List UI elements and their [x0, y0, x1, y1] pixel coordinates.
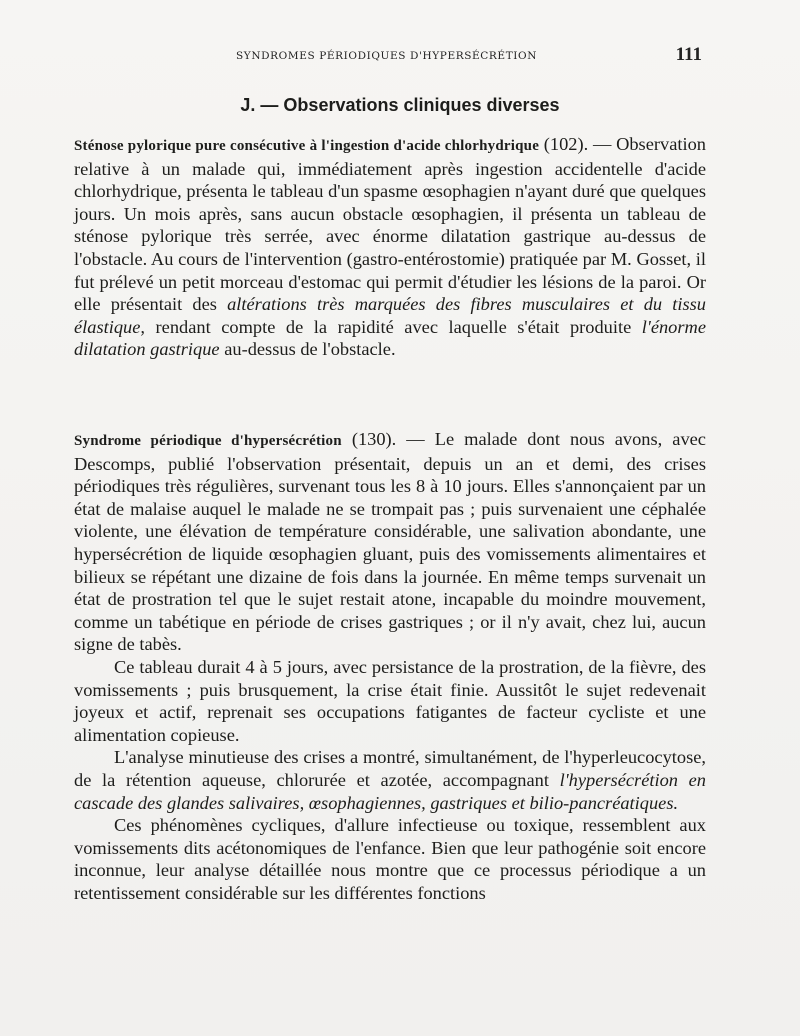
- observation-stenose-paragraph: [74, 133, 706, 361]
- observation-syndrome-paragraph-3: [74, 746, 706, 814]
- observation-stenose: [74, 133, 706, 361]
- observation-syndrome-italic-3: l'hypersécrétion en cascade des glandes salivaires, œsophagiennes, gastriques et bilio-pancréatiques.: [74, 769, 706, 813]
- observation-stenose-italic-a: altérations très marquées des fibres musculaires et du tissu élastique,: [74, 294, 706, 337]
- observation-stenose-text-a: — Observation relative à un malade qui, immédiatement après ingestion accidentelle d'acide chlorhydrique, présenta le tableau d'un spasme œsophagien n'ayant duré que quelques jours. Un mois après, sans aucun obstacle œsophagien, il présenta un tableau de sténose pylorique très serrée, avec énorme dilatation gastrique au-dessus de l'obstacle. Au cours de l'intervention (gastro-entérostomie) pratiquée par M. Gosset, il fut prélevé un petit morceau d'estomac qui permit d'étudier les lésions de la paroi. Or elle présentait des: [74, 134, 706, 315]
- section-heading: J. — Observations cliniques diverses: [240, 95, 560, 115]
- observation-stenose-text-c: au-dessus de l'obstacle.: [224, 339, 396, 360]
- observation-stenose-title: Sténose pylorique pure consécutive à l'ingestion d'acide chlorhydrique: [74, 138, 540, 154]
- observation-syndrome-paragraph-1: [74, 428, 706, 656]
- observation-syndrome-paragraph-4: Ces phénomènes cycliques, d'allure infectieuse ou toxique, ressemblent aux vomissements dits acétonomiques de l'enfance. Bien que leur pathogénie soit encore inconnue, leur analyse détaillée nous montre que ce processus périodique a un retentissement considérable sur les différentes fonctions: [74, 815, 706, 903]
- page-number: 111: [675, 44, 702, 65]
- observation-syndrome: [74, 428, 706, 904]
- observation-syndrome-text-1: — Le malade dont nous avons, avec Descomps, publié l'observation présentait, depuis un an et demi, des crises périodiques très régulières, survenant tous les 8 à 10 jours. Elles s'annonçaient par un état de malaise auquel le malade ne se trompait pas ; puis survenaient une céphalée violente, une élévation de température considérable, une salivation abondante, une hypersécrétion de liquide œsophagien gluant, puis des vomissements alimentaires et bilieux se répétant une dizaine de fois dans la journée. En même temps survenait un état de prostration tel que le sujet restait atone, incapable du moindre mouvement, comme un tabétique en période de crises gastriques ; or il n'y avait, chez lui, aucun signe de tabès.: [74, 429, 706, 655]
- observation-stenose-text-b: rendant compte de la rapidité avec laquelle s'était produite: [155, 316, 632, 337]
- observation-syndrome-title: Syndrome périodique d'hypersécrétion: [74, 433, 342, 449]
- observation-syndrome-ref: (130).: [351, 429, 397, 449]
- observation-stenose-italic-b: l'énorme dilatation gastrique: [74, 316, 706, 360]
- running-title: SYNDROMES PÉRIODIQUES D'HYPERSÉCRÉTION: [236, 50, 538, 62]
- observation-syndrome-text-3a: L'analyse minutieuse des crises a montré, simultanément, de l'hyperleucocytose, de la rétention aqueuse, chlorurée et azotée, accompagnant: [74, 747, 706, 790]
- observation-syndrome-paragraph-2: Ce tableau durait 4 à 5 jours, avec persistance de la prostration, de la fièvre, des vomissements ; puis brusquement, la crise était finie. Aussitôt le sujet redevenait joyeux et actif, reprenait ses occupations fatigantes de facteur cycliste et une alimentation copieuse.: [74, 656, 706, 745]
- observation-stenose-ref: (102).: [543, 134, 589, 154]
